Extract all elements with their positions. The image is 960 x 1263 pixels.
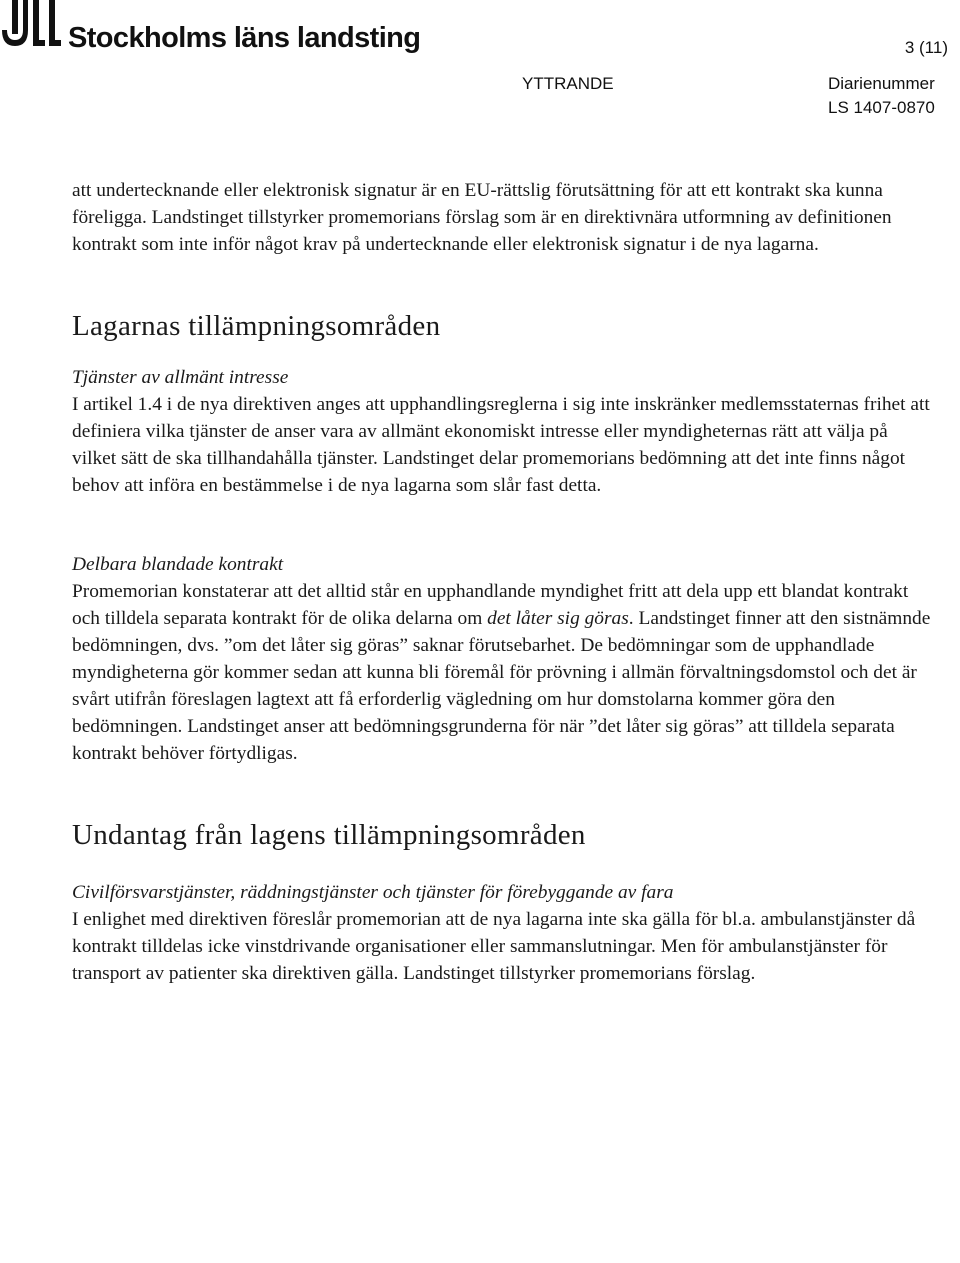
paragraph-mixed-contracts-part2: . Landstinget finner att den sistnämnde bedömningen, dvs. ”om det låter sig göras” saknar förutsebarhet. De bedömningar som de upphandlade myndigheterna gör kommer sedan att kunna bli föremål för prövning i allmän förvaltningsdomstol och det är svårt utifrån föreslagen lagtext att få erforderlig vägledning om hur domstolarna kommer göra den bedömningen. Landstinget anser att bedömningsgrunderna för när ”det låter sig göras” att tilldela separata kontrakt behöver förtydligas. <box>72 608 931 764</box>
document-body <box>72 177 932 987</box>
intro-paragraph: att undertecknande eller elektronisk signatur är en EU-rättslig förutsättning för att ett kontrakt ska kunna föreligga. Landstinget tillstyrker promemorians förslag som är en direktivnära utformning av definitionen kontrakt som inte inför något krav på undertecknande eller elektronisk signatur i de nya lagarna. <box>72 180 892 255</box>
logo-wordmark: Stockholms läns landsting <box>68 22 421 54</box>
paragraph-public-interest-services: I artikel 1.4 i de nya direktiven anges att upphandlingsreglerna i sig inte inskränker medlemsstaternas frihet att definiera vilka tjänster de anser vara av allmänt ekonomiskt intresse eller myndigheternas rätt att välja på vilket sätt de ska tillhandahålla tjänster. Landstinget delar promemorians bedömning att det inte finns något behov att införa en bestämmelse i de nya lagarna som slår fast detta. <box>72 394 930 496</box>
section-heading-exclusions: Undantag från lagens tillämpningsområden <box>72 819 586 851</box>
sll-logo <box>2 0 432 60</box>
subheading-public-interest-services: Tjänster av allmänt intresse <box>72 367 289 388</box>
section-heading-scope: Lagarnas tillämpningsområden <box>72 310 441 342</box>
registry-label: Diarienummer <box>828 74 935 93</box>
emphasis-det-later-sig-goras: det låter sig göras <box>487 608 629 629</box>
sll-logo-mark-icon <box>2 0 64 52</box>
subheading-civil-defence: Civilförsvarstjänster, räddningstjänster och tjänster för förebyggande av fara <box>72 882 674 903</box>
paragraph-mixed-contracts-part1: Promemorian konstaterar att det alltid står en upphandlande myndighet fritt att dela upp ett blandat kontrakt och tilldela separata kontrakt för de olika delarna om <box>72 581 909 629</box>
page-number: 3 (11) <box>904 38 948 57</box>
paragraph-civil-defence: I enlighet med direktiven föreslår promemorian att de nya lagarna inte ska gälla för bl.a. ambulanstjänster då kontrakt tilldelas icke vinstdrivande organisationer eller sammanslutningar. Men för ambulanstjänster för transport av patienter ska direktiven gälla. Landstinget tillstyrker promemorians förslag. <box>72 909 916 984</box>
paragraph-mixed-contracts <box>72 578 932 767</box>
subheading-mixed-contracts: Delbara blandade kontrakt <box>72 554 284 575</box>
document-status: YTTRANDE <box>522 74 614 93</box>
registry-number: LS 1407-0870 <box>828 98 935 117</box>
